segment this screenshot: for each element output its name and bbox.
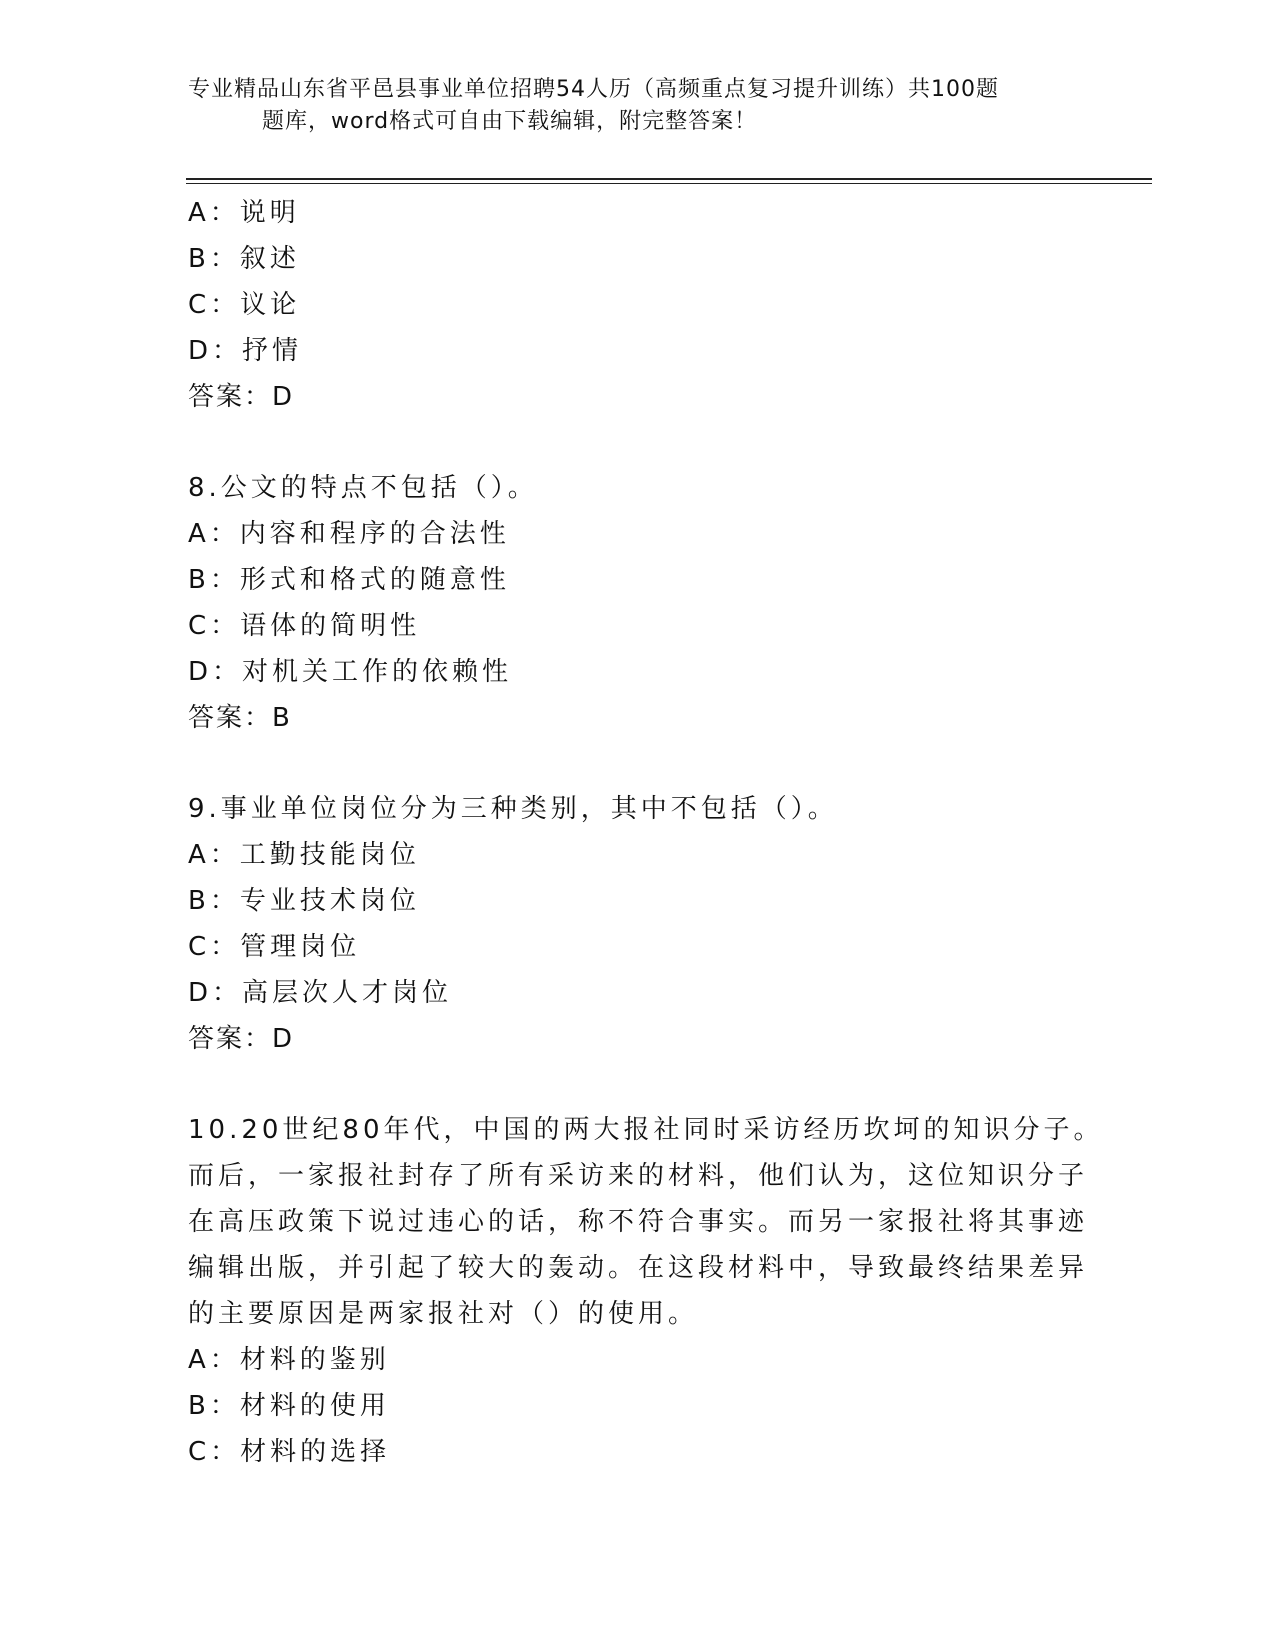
q10-question-line-5: 的主要原因是两家报社对（）的使用。	[188, 1299, 699, 1329]
q8-option-a: A：内容和程序的合法性	[188, 519, 510, 549]
q10-question-line-3: 在高压政策下说过违心的话，称不符合事实。而另一家报社将其事迹	[188, 1207, 1089, 1237]
q9-option-d: D：高层次人才岗位	[188, 978, 453, 1008]
q9-option-c: C：管理岗位	[188, 932, 361, 962]
q10-question-line-4: 编辑出版，并引起了较大的轰动。在这段材料中，导致最终结果差异	[188, 1253, 1089, 1283]
q7-option-d: D：抒情	[188, 336, 303, 366]
q10-option-c: C：材料的选择	[188, 1437, 391, 1467]
q10-question-line-1: 10.20世纪80年代，中国的两大报社同时采访经历坎坷的知识分子。	[188, 1115, 1104, 1145]
header-rule-thick	[186, 178, 1152, 180]
q10-option-a: A：材料的鉴别	[188, 1345, 390, 1375]
q10-option-b: B：材料的使用	[188, 1391, 390, 1421]
q7-option-b: B：叙述	[188, 244, 300, 274]
header-title-line2: 题库，word格式可自由下载编辑，附完整答案！	[262, 109, 758, 134]
q7-answer: 答案：D	[188, 382, 295, 412]
q8-option-b: B：形式和格式的随意性	[188, 565, 510, 595]
q8-answer: 答案：B	[188, 703, 292, 733]
q8-option-d: D：对机关工作的依赖性	[188, 657, 513, 687]
q9-answer: 答案：D	[188, 1024, 295, 1054]
q9-question: 9.事业单位岗位分为三种类别，其中不包括（）。	[188, 794, 838, 824]
q8-option-c: C：语体的简明性	[188, 611, 421, 641]
q10-question-line-2: 而后，一家报社封存了所有采访来的材料，他们认为，这位知识分子	[188, 1161, 1089, 1191]
question-7	[188, 190, 1088, 420]
q9-option-a: A：工勤技能岗位	[188, 840, 420, 870]
q8-question: 8.公文的特点不包括（）。	[188, 473, 538, 503]
question-10	[188, 1107, 1104, 1475]
header-title-line1: 专业精品山东省平邑县事业单位招聘54人历（高频重点复习提升训练）共100题	[188, 77, 999, 102]
header-rule-thin	[186, 183, 1152, 184]
q7-option-c: C：议论	[188, 290, 301, 320]
document-body	[188, 190, 1104, 1475]
q7-option-a: A：说明	[188, 198, 300, 228]
question-9	[188, 786, 1088, 1062]
question-8	[188, 465, 1088, 741]
document-header	[188, 74, 1088, 138]
q9-option-b: B：专业技术岗位	[188, 886, 420, 916]
